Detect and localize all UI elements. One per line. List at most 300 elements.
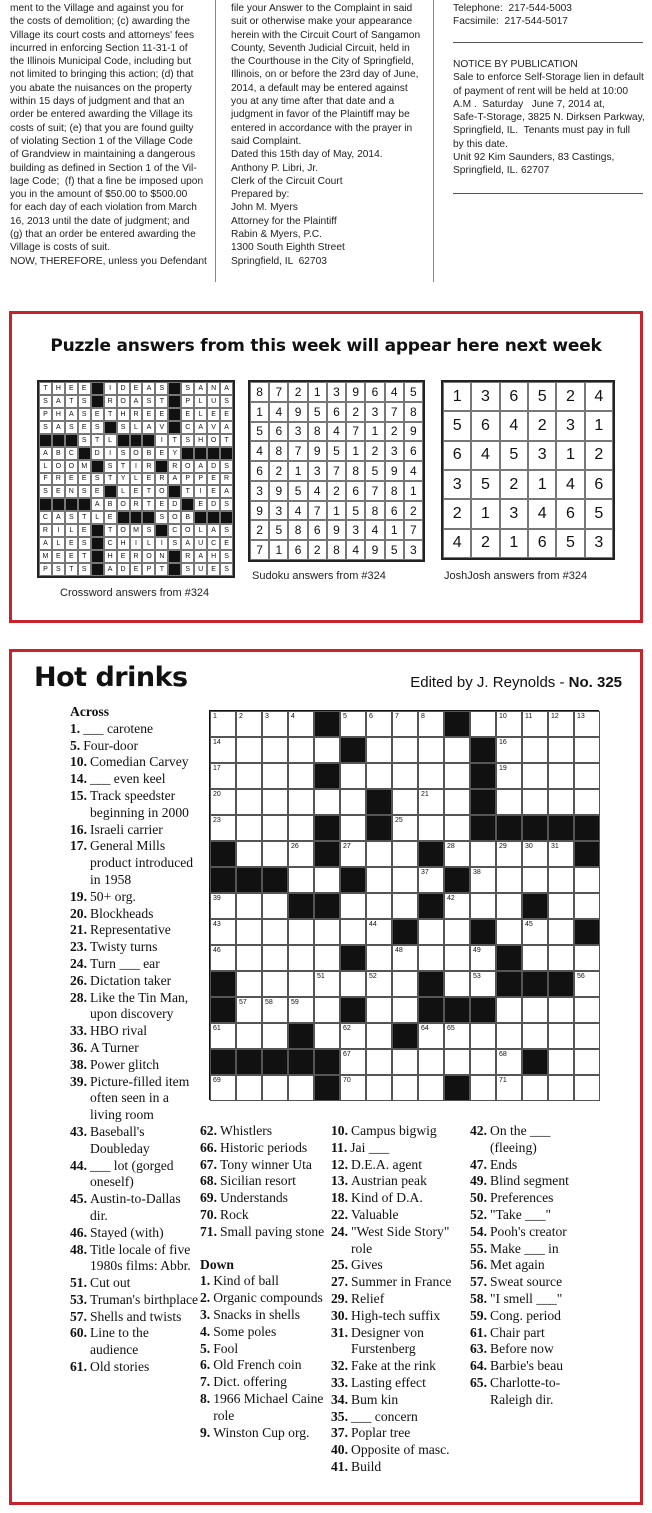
crossword-answer-cell: B xyxy=(52,447,65,460)
answer-cell[interactable] xyxy=(314,789,340,815)
answer-cell[interactable] xyxy=(366,945,392,971)
cell-number: 2 xyxy=(239,713,243,720)
crossword-answer-cell: I xyxy=(155,434,168,447)
crossword-answer-cell xyxy=(52,434,65,447)
answer-cell[interactable] xyxy=(340,971,366,997)
answer-cell[interactable] xyxy=(548,945,574,971)
clue-text: Chair part xyxy=(490,1324,545,1340)
cell-number: 29 xyxy=(499,843,507,850)
answer-cell[interactable] xyxy=(548,893,574,919)
crossword-answer-cell: D xyxy=(207,498,220,511)
clue xyxy=(331,1157,473,1174)
answer-cell[interactable] xyxy=(392,971,418,997)
crossword-answer-cell xyxy=(91,395,104,408)
clue-number: 66. xyxy=(200,1139,217,1155)
answer-cell[interactable] xyxy=(288,945,314,971)
answer-cell[interactable] xyxy=(210,1023,236,1049)
answer-cell[interactable] xyxy=(366,867,392,893)
answer-cell[interactable] xyxy=(444,1023,470,1049)
crossword-answer-cell: O xyxy=(52,460,65,473)
clue xyxy=(331,1173,473,1190)
black-square xyxy=(418,971,444,997)
answer-cell[interactable] xyxy=(262,1075,288,1101)
crossword-answer-cell xyxy=(142,511,155,524)
answer-cell[interactable] xyxy=(418,711,444,737)
answer-cell[interactable] xyxy=(262,893,288,919)
answer-cell[interactable] xyxy=(574,945,600,971)
joshjosh-answer-cell: 6 xyxy=(556,499,584,528)
answer-cell[interactable] xyxy=(288,971,314,997)
answer-cell[interactable] xyxy=(262,841,288,867)
crossword-answer-cell: E xyxy=(155,408,168,421)
answer-cell[interactable] xyxy=(522,789,548,815)
crossword-answer-cell xyxy=(155,460,168,473)
crossword-answer-cell: Y xyxy=(117,473,130,486)
clue xyxy=(331,1291,473,1308)
sudoku-answer-cell: 2 xyxy=(288,382,307,402)
answer-cell[interactable] xyxy=(522,1075,548,1101)
answer-cell[interactable] xyxy=(288,763,314,789)
answer-cell[interactable] xyxy=(236,971,262,997)
answer-cell[interactable] xyxy=(262,919,288,945)
notice-line: suit or otherwise make your appearance xyxy=(231,16,413,28)
answer-cell[interactable] xyxy=(574,763,600,789)
answer-cell[interactable] xyxy=(470,971,496,997)
answer-cell[interactable] xyxy=(210,737,236,763)
joshjosh-answer-cell: 2 xyxy=(443,499,471,528)
answer-cell[interactable] xyxy=(236,841,262,867)
answer-cell[interactable] xyxy=(314,867,340,893)
answer-cell[interactable] xyxy=(444,789,470,815)
clue xyxy=(470,1157,600,1174)
clue xyxy=(470,1291,600,1308)
answer-cell[interactable] xyxy=(418,867,444,893)
clue-text: Turn ___ ear xyxy=(90,955,160,971)
answer-cell[interactable] xyxy=(236,789,262,815)
joshjosh-answer-cell: 4 xyxy=(500,411,528,440)
crossword-answer-cell: E xyxy=(207,563,220,576)
black-square xyxy=(314,1075,340,1101)
answer-cell[interactable] xyxy=(444,945,470,971)
answer-cell[interactable] xyxy=(236,763,262,789)
answer-cell[interactable] xyxy=(470,1023,496,1049)
clue-text: Understands xyxy=(220,1190,288,1206)
clue-number: 39. xyxy=(70,1073,87,1089)
clue xyxy=(200,1224,330,1241)
answer-cell[interactable] xyxy=(470,945,496,971)
answer-cell[interactable] xyxy=(522,737,548,763)
crossword-answer-cell: A xyxy=(194,421,207,434)
answer-cell[interactable] xyxy=(366,841,392,867)
sudoku-answer-cell: 7 xyxy=(365,481,384,501)
crossword-answer-cell: T xyxy=(117,460,130,473)
black-square xyxy=(470,815,496,841)
crossword-answer-cell: V xyxy=(155,421,168,434)
answer-cell[interactable] xyxy=(392,789,418,815)
clue-number: 44. xyxy=(70,1157,87,1173)
sudoku-answer-cell: 4 xyxy=(404,461,423,481)
answer-cell[interactable] xyxy=(314,997,340,1023)
answer-cell[interactable] xyxy=(340,789,366,815)
answer-cell[interactable] xyxy=(236,711,262,737)
answer-cell[interactable] xyxy=(340,1075,366,1101)
clue-number: 8. xyxy=(200,1390,211,1406)
answer-cell[interactable] xyxy=(548,737,574,763)
answer-cell[interactable] xyxy=(392,737,418,763)
clue-text: Cong. period xyxy=(490,1307,561,1323)
answer-cell[interactable] xyxy=(548,1049,574,1075)
answer-cell[interactable] xyxy=(470,841,496,867)
clue-text: Snacks in shells xyxy=(213,1306,301,1322)
answer-cell[interactable] xyxy=(548,763,574,789)
answer-cell[interactable] xyxy=(496,711,522,737)
clue-text: Make ___ in xyxy=(490,1240,559,1256)
sudoku-answer-cell: 4 xyxy=(346,540,365,560)
answer-cell[interactable] xyxy=(548,841,574,867)
cell-number: 5 xyxy=(343,713,347,720)
answer-cell[interactable] xyxy=(340,815,366,841)
answer-cell[interactable] xyxy=(210,919,236,945)
answer-cell[interactable] xyxy=(262,815,288,841)
clue-text: ___ carotene xyxy=(83,720,154,736)
answer-cell[interactable] xyxy=(340,1023,366,1049)
black-square xyxy=(574,815,600,841)
answer-cell[interactable] xyxy=(470,893,496,919)
clue xyxy=(70,1359,200,1376)
crossword-answer-cell xyxy=(91,460,104,473)
answer-cell[interactable] xyxy=(288,789,314,815)
answer-cell[interactable] xyxy=(522,841,548,867)
answer-cell[interactable] xyxy=(548,789,574,815)
clue-text: Line to the audience xyxy=(90,1325,149,1358)
clue xyxy=(200,1307,330,1324)
answer-cell[interactable] xyxy=(418,945,444,971)
answer-cell[interactable] xyxy=(262,789,288,815)
black-square xyxy=(340,945,366,971)
crossword-answer-cell: I xyxy=(104,382,117,395)
answer-cell[interactable] xyxy=(444,919,470,945)
answer-cell[interactable] xyxy=(574,1023,600,1049)
notice-line: Sale to enforce Self-Storage lien in default xyxy=(453,72,644,84)
answer-cell[interactable] xyxy=(236,919,262,945)
answer-cell[interactable] xyxy=(548,1075,574,1101)
sudoku-answer-cell: 7 xyxy=(327,461,346,481)
answer-cell[interactable] xyxy=(340,919,366,945)
clue xyxy=(70,1325,200,1359)
clue-number: 2. xyxy=(200,1290,211,1306)
clue-number: 14. xyxy=(70,771,87,787)
crossword-answer-cell: I xyxy=(104,447,117,460)
answer-cell[interactable] xyxy=(574,711,600,737)
answer-cell[interactable] xyxy=(262,1023,288,1049)
answer-cell[interactable] xyxy=(392,815,418,841)
crossword-answer-cell xyxy=(91,550,104,563)
clue-text: Designer von Furstenberg xyxy=(351,1324,424,1357)
black-square xyxy=(210,841,236,867)
crossword-answer-cell xyxy=(91,563,104,576)
answer-cell[interactable] xyxy=(288,1075,314,1101)
crossword-answer-cell: S xyxy=(104,460,117,473)
answer-cell[interactable] xyxy=(236,737,262,763)
answer-cell[interactable] xyxy=(236,893,262,919)
answer-cell[interactable] xyxy=(262,945,288,971)
answer-cell[interactable] xyxy=(444,763,470,789)
answer-cell[interactable] xyxy=(210,893,236,919)
crossword-answer-cell: E xyxy=(130,382,143,395)
clue-number: 52. xyxy=(470,1206,487,1222)
answer-cell[interactable] xyxy=(262,763,288,789)
answer-cell[interactable] xyxy=(288,919,314,945)
clue xyxy=(331,1425,473,1442)
answer-cell[interactable] xyxy=(366,893,392,919)
clue xyxy=(70,1275,200,1292)
clue-text: Shells and twists xyxy=(90,1308,182,1324)
cell-number: 45 xyxy=(525,921,533,928)
answer-cell[interactable] xyxy=(548,867,574,893)
clue xyxy=(200,1374,330,1391)
sudoku-answer-cell: 8 xyxy=(269,441,288,461)
answer-cell[interactable] xyxy=(496,997,522,1023)
answer-cell[interactable] xyxy=(392,893,418,919)
clue-text: High-tech suffix xyxy=(351,1307,441,1323)
notice-line: Rabin & Myers, P.C. xyxy=(231,229,322,241)
answer-cell[interactable] xyxy=(392,867,418,893)
clue-number: 22. xyxy=(331,1206,348,1222)
answer-cell[interactable] xyxy=(314,737,340,763)
answer-cell[interactable] xyxy=(288,997,314,1023)
answers-heading: Puzzle answers from this week will appear here next week xyxy=(50,336,602,356)
crossword-answer-cell xyxy=(104,421,117,434)
sudoku-answer-cell: 5 xyxy=(269,520,288,540)
answer-cell[interactable] xyxy=(522,763,548,789)
answer-cell[interactable] xyxy=(574,867,600,893)
joshjosh-answer-cell: 2 xyxy=(585,441,613,470)
clue-text: Small paving stone xyxy=(220,1223,325,1239)
answer-cell[interactable] xyxy=(366,1023,392,1049)
black-square xyxy=(314,815,340,841)
answer-cell[interactable] xyxy=(210,711,236,737)
black-square xyxy=(418,997,444,1023)
answer-cell[interactable] xyxy=(210,945,236,971)
sudoku-answer-cell: 3 xyxy=(385,441,404,461)
answer-cell[interactable] xyxy=(392,841,418,867)
black-square xyxy=(522,1049,548,1075)
answer-cell[interactable] xyxy=(210,763,236,789)
sudoku-answer-cell: 2 xyxy=(346,402,365,422)
crossword-answer-cell: T xyxy=(220,434,233,447)
notice-line: you at any time after that date and a xyxy=(231,96,395,108)
crossword-answer-cell: S xyxy=(78,395,91,408)
answer-cell[interactable] xyxy=(366,919,392,945)
answer-cell[interactable] xyxy=(262,737,288,763)
joshjosh-answer-cell: 5 xyxy=(500,441,528,470)
answer-cell[interactable] xyxy=(340,711,366,737)
answer-cell[interactable] xyxy=(210,815,236,841)
crossword-answer-cell xyxy=(168,550,181,563)
cell-number: 68 xyxy=(499,1051,507,1058)
answer-cell[interactable] xyxy=(444,815,470,841)
answer-cell[interactable] xyxy=(574,893,600,919)
answer-cell[interactable] xyxy=(522,711,548,737)
crossword-answer-cell: R xyxy=(155,473,168,486)
answer-cell[interactable] xyxy=(496,893,522,919)
clue xyxy=(70,721,200,738)
crossword-answer-cell xyxy=(207,447,220,460)
answer-cell[interactable] xyxy=(236,815,262,841)
clue xyxy=(331,1207,473,1224)
answer-cell[interactable] xyxy=(418,737,444,763)
sudoku-answers-caption: Sudoku answers from #324 xyxy=(252,570,386,582)
answer-cell[interactable] xyxy=(340,763,366,789)
sudoku-answer-cell: 5 xyxy=(404,382,423,402)
cell-number: 43 xyxy=(213,921,221,928)
answer-cell[interactable] xyxy=(574,971,600,997)
answer-cell[interactable] xyxy=(418,1049,444,1075)
answer-cell[interactable] xyxy=(548,919,574,945)
answer-cell[interactable] xyxy=(366,1049,392,1075)
answer-cell[interactable] xyxy=(418,919,444,945)
black-square xyxy=(262,1049,288,1075)
answer-cell[interactable] xyxy=(418,789,444,815)
answer-cell[interactable] xyxy=(574,789,600,815)
answer-cell[interactable] xyxy=(496,1049,522,1075)
answer-cell[interactable] xyxy=(574,1049,600,1075)
answer-cell[interactable] xyxy=(496,737,522,763)
answer-cell[interactable] xyxy=(522,945,548,971)
answer-cell[interactable] xyxy=(548,711,574,737)
clue-text: Four-door xyxy=(83,737,139,753)
clue xyxy=(200,1140,330,1157)
cell-number: 42 xyxy=(447,895,455,902)
clue-text: A Turner xyxy=(90,1039,139,1055)
notice-line: Clerk of the Circuit Court xyxy=(231,175,343,187)
answer-cell[interactable] xyxy=(470,867,496,893)
answer-cell[interactable] xyxy=(392,763,418,789)
answer-cell[interactable] xyxy=(340,841,366,867)
answer-cell[interactable] xyxy=(262,997,288,1023)
answer-cell[interactable] xyxy=(418,1075,444,1101)
crossword-answer-cell: T xyxy=(78,550,91,563)
answer-cell[interactable] xyxy=(444,841,470,867)
answer-cell[interactable] xyxy=(574,737,600,763)
down-clues-column xyxy=(331,1123,473,1476)
answer-cell[interactable] xyxy=(496,1023,522,1049)
answer-cell[interactable] xyxy=(392,1049,418,1075)
answer-cell[interactable] xyxy=(288,867,314,893)
answer-cell[interactable] xyxy=(366,1075,392,1101)
answer-cell[interactable] xyxy=(366,711,392,737)
answer-cell[interactable] xyxy=(470,1049,496,1075)
answer-cell[interactable] xyxy=(392,711,418,737)
answer-cell[interactable] xyxy=(548,1023,574,1049)
clue xyxy=(70,771,200,788)
answer-cell[interactable] xyxy=(314,945,340,971)
answer-cell[interactable] xyxy=(210,1075,236,1101)
cell-number: 7 xyxy=(395,713,399,720)
answer-cell[interactable] xyxy=(314,971,340,997)
answer-cell[interactable] xyxy=(444,971,470,997)
answer-cell[interactable] xyxy=(392,945,418,971)
answer-cell[interactable] xyxy=(236,1075,262,1101)
sudoku-answer-cell: 1 xyxy=(308,382,327,402)
answer-cell[interactable] xyxy=(418,815,444,841)
crossword-answer-cell: E xyxy=(52,485,65,498)
answer-cell[interactable] xyxy=(340,893,366,919)
crossword-answer-cell: A xyxy=(194,382,207,395)
answer-cell[interactable] xyxy=(210,789,236,815)
answer-cell[interactable] xyxy=(366,997,392,1023)
crossword-answer-cell: E xyxy=(194,498,207,511)
answer-cell[interactable] xyxy=(288,711,314,737)
answer-cell[interactable] xyxy=(236,997,262,1023)
crossword-answer-cell xyxy=(52,498,65,511)
answer-cell[interactable] xyxy=(262,711,288,737)
answer-cell[interactable] xyxy=(496,919,522,945)
answer-cell[interactable] xyxy=(496,1075,522,1101)
answer-cell[interactable] xyxy=(366,737,392,763)
answer-cell[interactable] xyxy=(496,867,522,893)
crossword-answer-cell: A xyxy=(220,382,233,395)
crossword-answer-cell: E xyxy=(104,511,117,524)
answer-cell[interactable] xyxy=(444,1049,470,1075)
answer-cell[interactable] xyxy=(314,919,340,945)
answer-cell[interactable] xyxy=(418,763,444,789)
sudoku-answer-cell: 9 xyxy=(288,402,307,422)
answer-cell[interactable] xyxy=(262,971,288,997)
answer-cell[interactable] xyxy=(288,815,314,841)
answer-cell[interactable] xyxy=(392,1075,418,1101)
answer-cell[interactable] xyxy=(366,763,392,789)
answer-cell[interactable] xyxy=(288,737,314,763)
cell-number: 4 xyxy=(291,713,295,720)
answer-cell[interactable] xyxy=(236,945,262,971)
answer-cell[interactable] xyxy=(340,1049,366,1075)
answer-cell[interactable] xyxy=(392,997,418,1023)
sudoku-answer-cell: 8 xyxy=(288,520,307,540)
answer-cell[interactable] xyxy=(314,1023,340,1049)
crossword-answer-cell: L xyxy=(91,511,104,524)
answer-cell[interactable] xyxy=(470,1075,496,1101)
crossword-answer-cell: A xyxy=(142,382,155,395)
answer-cell[interactable] xyxy=(288,841,314,867)
answer-cell[interactable] xyxy=(522,919,548,945)
answer-cell[interactable] xyxy=(236,1023,262,1049)
across-heading: Across xyxy=(70,704,110,719)
sudoku-answer-cell: 6 xyxy=(250,461,269,481)
answer-cell[interactable] xyxy=(496,841,522,867)
answer-cell[interactable] xyxy=(522,1023,548,1049)
notice-line: Telephone: 217-544-5003 xyxy=(453,3,572,14)
answer-cell[interactable] xyxy=(522,997,548,1023)
answer-cell[interactable] xyxy=(496,763,522,789)
answer-cell[interactable] xyxy=(496,789,522,815)
sudoku-answer-cell: 7 xyxy=(346,422,365,442)
answer-cell[interactable] xyxy=(548,997,574,1023)
answer-cell[interactable] xyxy=(444,893,470,919)
answer-cell[interactable] xyxy=(574,1075,600,1101)
answer-cell[interactable] xyxy=(574,997,600,1023)
answer-cell[interactable] xyxy=(366,971,392,997)
answer-cell[interactable] xyxy=(470,711,496,737)
answer-cell[interactable] xyxy=(522,867,548,893)
crossword-answers-grid xyxy=(37,380,235,578)
answer-cell[interactable] xyxy=(444,737,470,763)
notice-line: ment to the Village and against you for xyxy=(10,3,184,14)
clue-text: Summer in France xyxy=(351,1274,452,1290)
notice-line: costs of suit; (e) that you are found guilty xyxy=(10,122,194,134)
crossword-answer-cell: O xyxy=(117,395,130,408)
answer-cell[interactable] xyxy=(418,1023,444,1049)
